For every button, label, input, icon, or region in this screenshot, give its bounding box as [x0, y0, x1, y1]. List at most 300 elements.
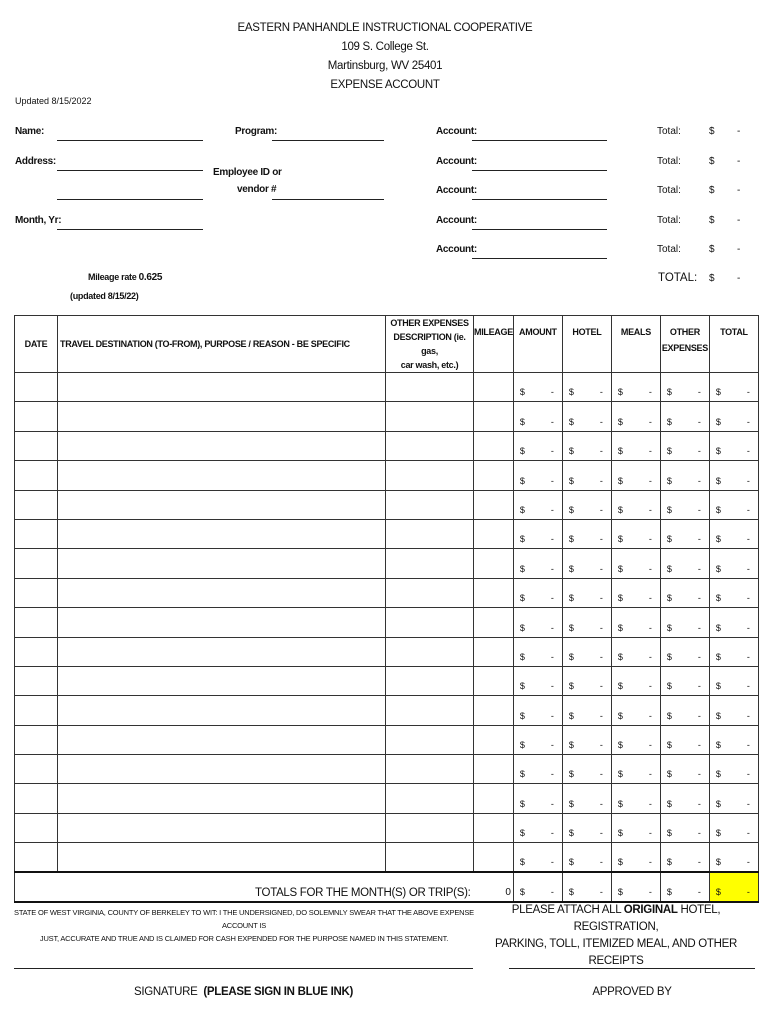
- hotel-cell[interactable]: [562, 431, 611, 460]
- amount-value: -: [648, 651, 652, 662]
- date-cell[interactable]: [15, 373, 58, 402]
- amount-value: -: [599, 622, 603, 633]
- other-cell[interactable]: [660, 725, 709, 754]
- other-cell[interactable]: [660, 549, 709, 578]
- amount-value: -: [746, 446, 750, 457]
- travel-cell[interactable]: [58, 725, 386, 754]
- dollar-sign: $: [666, 563, 672, 574]
- meals-cell[interactable]: [611, 519, 660, 548]
- hotel-cell[interactable]: [562, 608, 611, 637]
- amount-value: -: [550, 446, 554, 457]
- hotel-cell[interactable]: [562, 813, 611, 842]
- approved-by-line[interactable]: [509, 968, 755, 969]
- amount-value: -: [648, 534, 652, 545]
- other-desc-cell[interactable]: [386, 813, 474, 842]
- amount-cell[interactable]: [513, 431, 562, 460]
- meals-cell[interactable]: [611, 578, 660, 607]
- amount-value: -: [648, 622, 652, 633]
- account-total-dollar-1: $: [709, 126, 715, 137]
- mileage-cell[interactable]: [474, 373, 514, 402]
- mileage-cell[interactable]: [474, 608, 514, 637]
- amount-cell[interactable]: [513, 784, 562, 813]
- other-cell[interactable]: [660, 666, 709, 695]
- dollar-sign: $: [715, 798, 721, 809]
- hotel-cell[interactable]: [562, 578, 611, 607]
- other-desc-cell[interactable]: [386, 578, 474, 607]
- travel-cell[interactable]: [58, 813, 386, 842]
- amount-value: -: [648, 593, 652, 604]
- account-field-4[interactable]: [472, 229, 607, 230]
- hotel-cell[interactable]: [562, 402, 611, 431]
- hotel-cell[interactable]: [562, 373, 611, 402]
- account-total-value-2: -: [737, 156, 741, 167]
- date-cell[interactable]: [15, 490, 58, 519]
- table-row: [15, 402, 759, 431]
- other-cell[interactable]: [660, 490, 709, 519]
- account-field-2[interactable]: [472, 170, 607, 171]
- date-cell[interactable]: [15, 402, 58, 431]
- date-cell[interactable]: [15, 843, 58, 872]
- table-row: [15, 431, 759, 460]
- col-total: TOTAL: [709, 316, 758, 373]
- amount-value: -: [697, 563, 701, 574]
- other-desc-cell[interactable]: [386, 608, 474, 637]
- dollar-sign: $: [617, 857, 623, 868]
- other-desc-cell[interactable]: [386, 696, 474, 725]
- other-desc-cell[interactable]: [386, 549, 474, 578]
- other-cell[interactable]: [660, 784, 709, 813]
- other-desc-cell[interactable]: [386, 490, 474, 519]
- hotel-cell[interactable]: [562, 666, 611, 695]
- travel-cell[interactable]: [58, 549, 386, 578]
- employee-id-label-1: Employee ID or: [213, 167, 282, 178]
- other-desc-cell[interactable]: [386, 843, 474, 872]
- totals-amount: [513, 872, 562, 902]
- travel-cell[interactable]: [58, 402, 386, 431]
- dollar-sign: $: [617, 798, 623, 809]
- dollar-sign: $: [568, 475, 574, 486]
- amount-value: -: [746, 828, 750, 839]
- dollar-sign: $: [568, 622, 574, 633]
- mileage-rate-label: [88, 272, 162, 283]
- dollar-sign: $: [666, 651, 672, 662]
- mileage-cell[interactable]: [474, 578, 514, 607]
- total-cell[interactable]: [709, 608, 758, 637]
- amount-value: -: [648, 769, 652, 780]
- amount-value: -: [697, 593, 701, 604]
- date-cell[interactable]: [15, 725, 58, 754]
- signature-label: SIGNATURE: [133, 986, 198, 998]
- travel-cell[interactable]: [58, 373, 386, 402]
- amount-value: -: [648, 798, 652, 809]
- table-row: [15, 813, 759, 842]
- dollar-sign: $: [617, 887, 623, 898]
- total-cell[interactable]: [709, 755, 758, 784]
- dollar-sign: $: [666, 857, 672, 868]
- other-desc-cell[interactable]: [386, 755, 474, 784]
- amount-value: -: [697, 798, 701, 809]
- meals-cell[interactable]: [611, 490, 660, 519]
- meals-cell[interactable]: [611, 725, 660, 754]
- dollar-sign: $: [666, 710, 672, 721]
- amount-value: -: [697, 681, 701, 692]
- travel-cell[interactable]: [58, 696, 386, 725]
- address-field-line-1[interactable]: [57, 170, 203, 171]
- account-total-dollar-4: $: [709, 215, 715, 226]
- meals-cell[interactable]: [611, 755, 660, 784]
- total-cell[interactable]: [709, 373, 758, 402]
- amount-cell[interactable]: [513, 490, 562, 519]
- month-year-label: Month, Yr:: [15, 215, 62, 226]
- amount-value: -: [746, 740, 750, 751]
- table-row: [15, 461, 759, 490]
- date-cell[interactable]: [15, 696, 58, 725]
- account-total-value-3: -: [737, 185, 741, 196]
- amount-value: -: [550, 710, 554, 721]
- account-label-1: Account:: [436, 126, 477, 137]
- total-cell[interactable]: [709, 784, 758, 813]
- meals-cell[interactable]: [611, 813, 660, 842]
- account-total-value-4: -: [737, 215, 741, 226]
- amount-cell[interactable]: [513, 666, 562, 695]
- totals-row: [15, 872, 759, 902]
- total-cell[interactable]: [709, 490, 758, 519]
- account-label-5: Account:: [436, 244, 477, 255]
- meals-cell[interactable]: [611, 373, 660, 402]
- travel-cell[interactable]: [58, 461, 386, 490]
- amount-value: -: [648, 446, 652, 457]
- account-field-5[interactable]: [472, 258, 607, 259]
- mileage-cell[interactable]: [474, 725, 514, 754]
- amount-cell[interactable]: [513, 373, 562, 402]
- amount-cell[interactable]: [513, 461, 562, 490]
- other-cell[interactable]: [660, 637, 709, 666]
- amount-value: -: [697, 857, 701, 868]
- amount-value: -: [648, 681, 652, 692]
- mileage-cell[interactable]: [474, 402, 514, 431]
- oath-line-1: STATE OF WEST VIRGINIA, COUNTY OF BERKELEY TO WIT: I THE UNDERSIGNED, DO SOLEMNLY SWEAR THAT THE ABOVE EXPENSE ACCOUNT IS: [14, 908, 474, 930]
- amount-value: -: [697, 651, 701, 662]
- account-total-dollar-3: $: [709, 185, 715, 196]
- dollar-sign: $: [617, 475, 623, 486]
- hotel-cell[interactable]: [562, 637, 611, 666]
- amount-value: -: [599, 828, 603, 839]
- mileage-cell[interactable]: [474, 666, 514, 695]
- dollar-sign: $: [519, 798, 525, 809]
- date-cell[interactable]: [15, 431, 58, 460]
- table-row: [15, 519, 759, 548]
- mileage-cell[interactable]: [474, 755, 514, 784]
- amount-value: -: [746, 857, 750, 868]
- mileage-cell[interactable]: [474, 549, 514, 578]
- total-cell[interactable]: [709, 637, 758, 666]
- travel-cell[interactable]: [58, 608, 386, 637]
- total-cell[interactable]: [709, 402, 758, 431]
- date-cell[interactable]: [15, 755, 58, 784]
- meals-cell[interactable]: [611, 402, 660, 431]
- dollar-sign: $: [617, 681, 623, 692]
- table-row: [15, 843, 759, 872]
- date-cell[interactable]: [15, 461, 58, 490]
- other-desc-cell[interactable]: [386, 666, 474, 695]
- dollar-sign: $: [568, 681, 574, 692]
- dollar-sign: $: [519, 504, 525, 515]
- amount-value: -: [599, 887, 603, 898]
- col-other-desc-line-1: OTHER EXPENSES: [390, 318, 469, 328]
- other-cell[interactable]: [660, 402, 709, 431]
- account-total-label-5: Total:: [657, 244, 681, 255]
- travel-cell[interactable]: [58, 519, 386, 548]
- total-cell[interactable]: [709, 431, 758, 460]
- date-cell[interactable]: [15, 784, 58, 813]
- total-cell[interactable]: [709, 843, 758, 872]
- approved-by-label: APPROVED BY: [592, 986, 672, 998]
- dollar-sign: $: [568, 740, 574, 751]
- dollar-sign: $: [568, 710, 574, 721]
- date-cell[interactable]: [15, 637, 58, 666]
- mileage-cell[interactable]: [474, 519, 514, 548]
- amount-value: -: [746, 416, 750, 427]
- date-cell[interactable]: [15, 578, 58, 607]
- dollar-sign: $: [617, 446, 623, 457]
- amount-value: -: [746, 622, 750, 633]
- hotel-cell[interactable]: [562, 696, 611, 725]
- dollar-sign: $: [715, 887, 721, 898]
- dollar-sign: $: [617, 740, 623, 751]
- table-row: [15, 755, 759, 784]
- dollar-sign: $: [519, 446, 525, 457]
- meals-cell[interactable]: [611, 431, 660, 460]
- travel-cell[interactable]: [58, 784, 386, 813]
- other-cell[interactable]: [660, 843, 709, 872]
- amount-value: -: [599, 446, 603, 457]
- mileage-cell[interactable]: [474, 490, 514, 519]
- dollar-sign: $: [715, 828, 721, 839]
- receipts-note-original: ORIGINAL: [623, 904, 678, 916]
- dollar-sign: $: [715, 710, 721, 721]
- hotel-cell[interactable]: [562, 461, 611, 490]
- other-desc-cell[interactable]: [386, 637, 474, 666]
- col-hotel: HOTEL: [562, 316, 611, 373]
- other-desc-cell[interactable]: [386, 461, 474, 490]
- total-cell[interactable]: [709, 549, 758, 578]
- meals-cell[interactable]: [611, 461, 660, 490]
- meals-cell[interactable]: [611, 637, 660, 666]
- dollar-sign: $: [519, 534, 525, 545]
- other-desc-cell[interactable]: [386, 373, 474, 402]
- signature-line[interactable]: [14, 968, 473, 969]
- other-desc-cell[interactable]: [386, 431, 474, 460]
- dollar-sign: $: [568, 563, 574, 574]
- other-desc-cell[interactable]: [386, 725, 474, 754]
- amount-value: -: [648, 504, 652, 515]
- meals-cell[interactable]: [611, 608, 660, 637]
- dollar-sign: $: [519, 740, 525, 751]
- grand-total-value: -: [737, 273, 741, 284]
- dollar-sign: $: [617, 563, 623, 574]
- amount-cell[interactable]: [513, 549, 562, 578]
- mileage-cell[interactable]: [474, 843, 514, 872]
- travel-cell[interactable]: [58, 755, 386, 784]
- month-year-field[interactable]: [57, 229, 203, 230]
- account-total-label-4: Total:: [657, 215, 681, 226]
- other-cell[interactable]: [660, 519, 709, 548]
- hotel-cell[interactable]: [562, 725, 611, 754]
- amount-value: -: [648, 740, 652, 751]
- travel-cell[interactable]: [58, 578, 386, 607]
- other-cell[interactable]: [660, 431, 709, 460]
- total-cell[interactable]: [709, 461, 758, 490]
- mileage-cell[interactable]: [474, 431, 514, 460]
- table-row: [15, 490, 759, 519]
- other-cell[interactable]: [660, 578, 709, 607]
- amount-cell[interactable]: [513, 696, 562, 725]
- dollar-sign: $: [617, 769, 623, 780]
- amount-value: -: [599, 681, 603, 692]
- receipts-note: [476, 902, 756, 970]
- travel-cell[interactable]: [58, 431, 386, 460]
- amount-cell[interactable]: [513, 608, 562, 637]
- amount-cell[interactable]: [513, 843, 562, 872]
- name-field[interactable]: [57, 140, 203, 141]
- mileage-cell[interactable]: [474, 813, 514, 842]
- col-other-desc: [386, 316, 474, 373]
- amount-value: -: [648, 387, 652, 398]
- total-cell[interactable]: [709, 666, 758, 695]
- amount-cell[interactable]: [513, 578, 562, 607]
- date-cell[interactable]: [15, 549, 58, 578]
- org-address-line-2: Martinsburg, WV 25401: [327, 60, 443, 72]
- amount-value: -: [599, 387, 603, 398]
- program-field[interactable]: [272, 140, 384, 141]
- account-total-dollar-2: $: [709, 156, 715, 167]
- other-desc-cell[interactable]: [386, 402, 474, 431]
- dollar-sign: $: [666, 593, 672, 604]
- address-field-line-2[interactable]: [57, 199, 203, 200]
- other-cell[interactable]: [660, 608, 709, 637]
- hotel-cell[interactable]: [562, 843, 611, 872]
- mileage-rate-updated: (updated 8/15/22): [70, 291, 139, 301]
- total-cell[interactable]: [709, 813, 758, 842]
- amount-cell[interactable]: [513, 637, 562, 666]
- travel-cell[interactable]: [58, 843, 386, 872]
- dollar-sign: $: [715, 387, 721, 398]
- amount-value: -: [746, 475, 750, 486]
- date-cell[interactable]: [15, 666, 58, 695]
- col-amount: AMOUNT: [513, 316, 562, 373]
- account-field-1[interactable]: [472, 140, 607, 141]
- meals-cell[interactable]: [611, 843, 660, 872]
- amount-value: -: [697, 740, 701, 751]
- amount-cell[interactable]: [513, 402, 562, 431]
- dollar-sign: $: [666, 475, 672, 486]
- dollar-sign: $: [666, 446, 672, 457]
- other-cell[interactable]: [660, 373, 709, 402]
- total-cell[interactable]: [709, 578, 758, 607]
- hotel-cell[interactable]: [562, 755, 611, 784]
- meals-cell[interactable]: [611, 784, 660, 813]
- other-cell[interactable]: [660, 461, 709, 490]
- mileage-cell[interactable]: [474, 784, 514, 813]
- amount-value: -: [599, 416, 603, 427]
- table-row: [15, 637, 759, 666]
- table-row: [15, 696, 759, 725]
- meals-cell[interactable]: [611, 696, 660, 725]
- amount-value: -: [599, 651, 603, 662]
- mileage-cell[interactable]: [474, 696, 514, 725]
- totals-hotel: [562, 872, 611, 902]
- dollar-sign: $: [519, 416, 525, 427]
- totals-label: TOTALS FOR THE MONTH(S) OR TRIP(S):: [15, 872, 474, 902]
- grand-total-label: TOTAL:: [658, 272, 698, 284]
- hotel-cell[interactable]: [562, 549, 611, 578]
- other-cell[interactable]: [660, 696, 709, 725]
- dollar-sign: $: [715, 622, 721, 633]
- dollar-sign: $: [617, 416, 623, 427]
- amount-cell[interactable]: [513, 519, 562, 548]
- date-cell[interactable]: [15, 813, 58, 842]
- mileage-rate-value: 0.625: [138, 272, 163, 283]
- dollar-sign: $: [617, 622, 623, 633]
- dollar-sign: $: [617, 710, 623, 721]
- amount-cell[interactable]: [513, 725, 562, 754]
- other-desc-cell[interactable]: [386, 519, 474, 548]
- travel-cell[interactable]: [58, 637, 386, 666]
- amount-value: -: [648, 857, 652, 868]
- account-total-label-1: Total:: [657, 126, 681, 137]
- employee-id-label-2: vendor #: [237, 184, 277, 195]
- amount-value: -: [550, 740, 554, 751]
- meals-cell[interactable]: [611, 549, 660, 578]
- table-row: [15, 549, 759, 578]
- employee-id-field[interactable]: [272, 199, 384, 200]
- dollar-sign: $: [666, 681, 672, 692]
- mileage-cell[interactable]: [474, 637, 514, 666]
- amount-value: -: [550, 857, 554, 868]
- amount-value: -: [550, 798, 554, 809]
- meals-cell[interactable]: [611, 666, 660, 695]
- amount-value: -: [550, 593, 554, 604]
- amount-value: -: [697, 504, 701, 515]
- amount-value: -: [697, 534, 701, 545]
- account-label-3: Account:: [436, 185, 477, 196]
- hotel-cell[interactable]: [562, 490, 611, 519]
- total-cell[interactable]: [709, 696, 758, 725]
- mileage-cell[interactable]: [474, 461, 514, 490]
- total-cell[interactable]: [709, 725, 758, 754]
- amount-cell[interactable]: [513, 755, 562, 784]
- date-cell[interactable]: [15, 519, 58, 548]
- amount-cell[interactable]: [513, 813, 562, 842]
- other-desc-cell[interactable]: [386, 784, 474, 813]
- other-cell[interactable]: [660, 755, 709, 784]
- date-cell[interactable]: [15, 608, 58, 637]
- other-cell[interactable]: [660, 813, 709, 842]
- org-name: EASTERN PANHANDLE INSTRUCTIONAL COOPERATIVE: [237, 22, 533, 34]
- amount-value: -: [746, 563, 750, 574]
- amount-value: -: [599, 740, 603, 751]
- total-cell[interactable]: [709, 519, 758, 548]
- travel-cell[interactable]: [58, 666, 386, 695]
- travel-cell[interactable]: [58, 490, 386, 519]
- hotel-cell[interactable]: [562, 784, 611, 813]
- account-field-3[interactable]: [472, 199, 607, 200]
- amount-value: -: [697, 828, 701, 839]
- amount-value: -: [599, 563, 603, 574]
- hotel-cell[interactable]: [562, 519, 611, 548]
- oath-line-2: JUST, ACCURATE AND TRUE AND IS CLAIMED FOR CASH EXPENDED FOR THE PURPOSE NAMED IN THIS STATEMENT.: [39, 934, 449, 943]
- dollar-sign: $: [666, 622, 672, 633]
